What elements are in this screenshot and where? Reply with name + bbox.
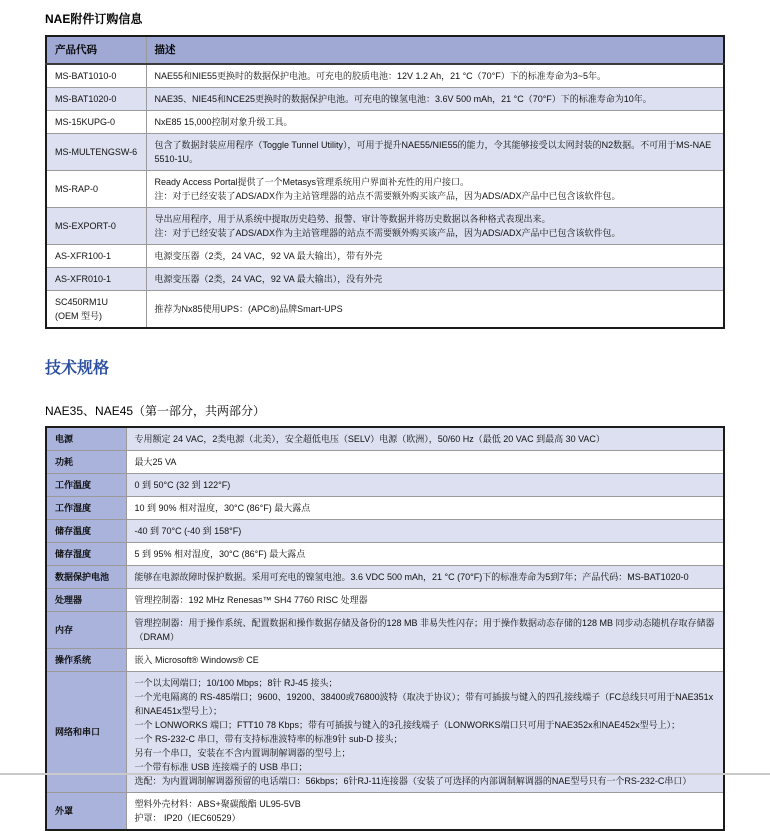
specs-table-row (46, 566, 724, 589)
spec-label-cell: 电源 (46, 427, 126, 451)
product-code-cell: MS-BAT1020-0 (46, 88, 146, 111)
product-code-cell: SC450RM1U (OEM 型号) (46, 291, 146, 329)
description-cell (146, 245, 724, 268)
specs-table-row (46, 793, 724, 831)
spec-value-cell (126, 520, 724, 543)
description-line: NxE85 15,000控制对象升级工具。 (154, 117, 293, 127)
description-cell (146, 111, 724, 134)
ordering-table-row (46, 64, 724, 88)
description-cell (146, 171, 724, 208)
spec-value-line: -40 到 70°C (-40 到 158°F) (134, 526, 242, 536)
spec-label-cell: 功耗 (46, 451, 126, 474)
spec-value-cell (126, 793, 724, 831)
spec-value-line: 最大25 VA (134, 457, 177, 467)
description-cell (146, 291, 724, 329)
spec-label-cell: 外罩 (46, 793, 126, 831)
page-edge-divider (0, 773, 770, 775)
spec-value-line: 5 到 95% 相对湿度，30°C (86°F) 最大露点 (134, 549, 306, 559)
spec-value-line: 0 到 50°C (32 到 122°F) (134, 480, 231, 490)
ordering-table-row (46, 88, 724, 111)
specs-table-row (46, 520, 724, 543)
description-cell (146, 88, 724, 111)
ordering-table-row (46, 291, 724, 329)
product-code-cell: MS-15KUPG-0 (46, 111, 146, 134)
ordering-table-row (46, 208, 724, 245)
spec-value-cell (126, 451, 724, 474)
description-cell (146, 268, 724, 291)
specs-table-row (46, 589, 724, 612)
product-code-cell: MS-MULTENGSW-6 (46, 134, 146, 171)
description-line: 包含了数据封装应用程序（Toggle Tunnel Utility），可用于提升NAE55/NIE55的能力，令其能够接受以太网封装的N2数据。不可用于MS-NAE5510-1U。 (154, 140, 712, 164)
spec-value-line: 10 到 90% 相对湿度，30°C (86°F) 最大露点 (134, 503, 311, 513)
specs-table-row (46, 649, 724, 672)
description-line: NAE35、NIE45和NCE25更换时的数据保护电池。可充电的镍氢电池：3.6V 500 mAh，21 °C（70°F）下的标准寿命为10年。 (154, 94, 652, 104)
spec-label-cell: 储存湿度 (46, 543, 126, 566)
specs-table (45, 426, 725, 831)
ordering-table (45, 35, 725, 329)
spec-value-line: 嵌入 Microsoft® Windows® CE (134, 655, 259, 665)
specs-table-row (46, 543, 724, 566)
spec-value-line: 管理控制器：用于操作系统、配置数据和操作数据存储及备份的128 MB 非易失性闪存；用于操作数据动态存储的128 MB 同步动态随机存取存储器（DRAM） (134, 618, 715, 642)
ordering-section-title: NAE附件订购信息 (45, 12, 143, 26)
spec-value-line: 一个光电隔离的 RS-485端口；9600、19200、38400或76800波特（取决于协议）；带有可插拔与键入的四孔接线端子（FC总线只可用于NAE351x和NAE451x型号上）； (134, 692, 714, 716)
product-code-cell: AS-XFR100-1 (46, 245, 146, 268)
spec-label-cell: 处理器 (46, 589, 126, 612)
specs-subtitle: NAE35、NAE45（第一部分，共两部分） (45, 404, 266, 418)
spec-value-cell (126, 589, 724, 612)
spec-value-cell (126, 427, 724, 451)
description-cell (146, 64, 724, 88)
spec-label-cell: 操作系统 (46, 649, 126, 672)
spec-value-cell (126, 474, 724, 497)
spec-label-cell: 数据保护电池 (46, 566, 126, 589)
spec-value-cell (126, 649, 724, 672)
spec-value-cell (126, 612, 724, 649)
product-code-cell: MS-BAT1010-0 (46, 64, 146, 88)
description-line: 推荐为Nx85使用UPS：(APC®)品牌Smart-UPS (154, 304, 343, 314)
spec-value-line: 一个带有标准 USB 连接端子的 USB 串口； (134, 762, 308, 772)
spec-value-line: 另有一个串口，安装在不含内置调制解调器的型号上； (134, 748, 351, 758)
spec-value-cell (126, 566, 724, 589)
product-code-cell: AS-XFR010-1 (46, 268, 146, 291)
specs-table-row (46, 612, 724, 649)
spec-label-cell: 网络和串口 (46, 672, 126, 793)
ordering-table-row (46, 111, 724, 134)
ordering-table-row (46, 245, 724, 268)
description-line: 电源变压器（2类，24 VAC，92 VA 最大输出），没有外壳 (154, 274, 383, 284)
spec-label-cell: 储存温度 (46, 520, 126, 543)
specs-table-row (46, 474, 724, 497)
ordering-table-row (46, 171, 724, 208)
spec-value-line: 一个以太网端口；10/100 Mbps；8针 RJ-45 接头； (134, 678, 338, 688)
spec-value-line: 一个 LONWORKS 端口；FTT10 78 Kbps；带有可插拔与键入的3孔接线端子（LONWORKS端口只可用于NAE352x和NAE452x型号上）； (134, 720, 681, 730)
column-header-product-code: 产品代码 (46, 36, 146, 64)
description-cell (146, 208, 724, 245)
ordering-table-header-row (46, 36, 724, 64)
ordering-table-row (46, 134, 724, 171)
spec-value-line: 选配：为内置调制解调器预留的电话端口：56kbps；6针RJ-11连接器（安装了可选择的内部调制解调器的NAE型号只有一个RS-232-C串口） (134, 776, 692, 786)
spec-value-line: 护罩： IP20（IEC60529） (134, 813, 241, 823)
column-header-description: 描述 (146, 36, 724, 64)
specs-section-title: 技术规格 (45, 360, 110, 377)
spec-label-cell: 内存 (46, 612, 126, 649)
spec-value-cell (126, 497, 724, 520)
specs-table-row (46, 451, 724, 474)
product-code-cell: MS-EXPORT-0 (46, 208, 146, 245)
description-line: 导出应用程序，用于从系统中提取历史趋势、报警、审计等数据并将历史数据以各种格式表现出来。 (154, 214, 551, 224)
description-line: Ready Access Portal提供了一个Metasys管理系统用户界面补充性的用户接口。 (154, 177, 470, 187)
product-code-cell: MS-RAP-0 (46, 171, 146, 208)
spec-value-cell (126, 543, 724, 566)
description-cell (146, 134, 724, 171)
specs-table-row (46, 497, 724, 520)
description-line: NAE55和NIE55更换时的数据保护电池。可充电的胶质电池：12V 1.2 Ah，21 °C（70°F）下的标准寿命为3~5年。 (154, 71, 607, 81)
spec-value-line: 专用额定 24 VAC，2类电源（北美），安全超低电压（SELV）电源（欧洲），50/60 Hz（最低 20 VAC 到最高 30 VAC） (134, 434, 605, 444)
spec-value-line: 能够在电源故障时保护数据。采用可充电的镍氢电池。3.6 VDC 500 mAh，21 °C (70°F)下的标准寿命为5到7年；产品代码：MS-BAT1020-0 (134, 572, 689, 582)
spec-label-cell: 工作温度 (46, 474, 126, 497)
spec-value-line: 管理控制器：192 MHz Renesas™ SH4 7760 RISC 处理器 (134, 595, 368, 605)
description-line: 注：对于已经安装了ADS/ADX作为主站管理器的站点不需要额外购买该产品，因为ADS/ADX产品中已包含该软件包。 (154, 228, 621, 238)
spec-value-line: 一个 RS-232-C 串口，带有支持标准波特率的标准9针 sub-D 接头； (134, 734, 403, 744)
description-line: 注：对于已经安装了ADS/ADX作为主站管理器的站点不需要额外购买该产品，因为ADS/ADX产品中已包含该软件包。 (154, 191, 621, 201)
specs-table-row (46, 427, 724, 451)
description-line: 电源变压器（2类，24 VAC，92 VA 最大输出），带有外壳 (154, 251, 383, 261)
spec-label-cell: 工作湿度 (46, 497, 126, 520)
ordering-table-row (46, 268, 724, 291)
spec-value-line: 塑料外壳材料：ABS+聚碳酸酯 UL95-5VB (134, 799, 301, 809)
